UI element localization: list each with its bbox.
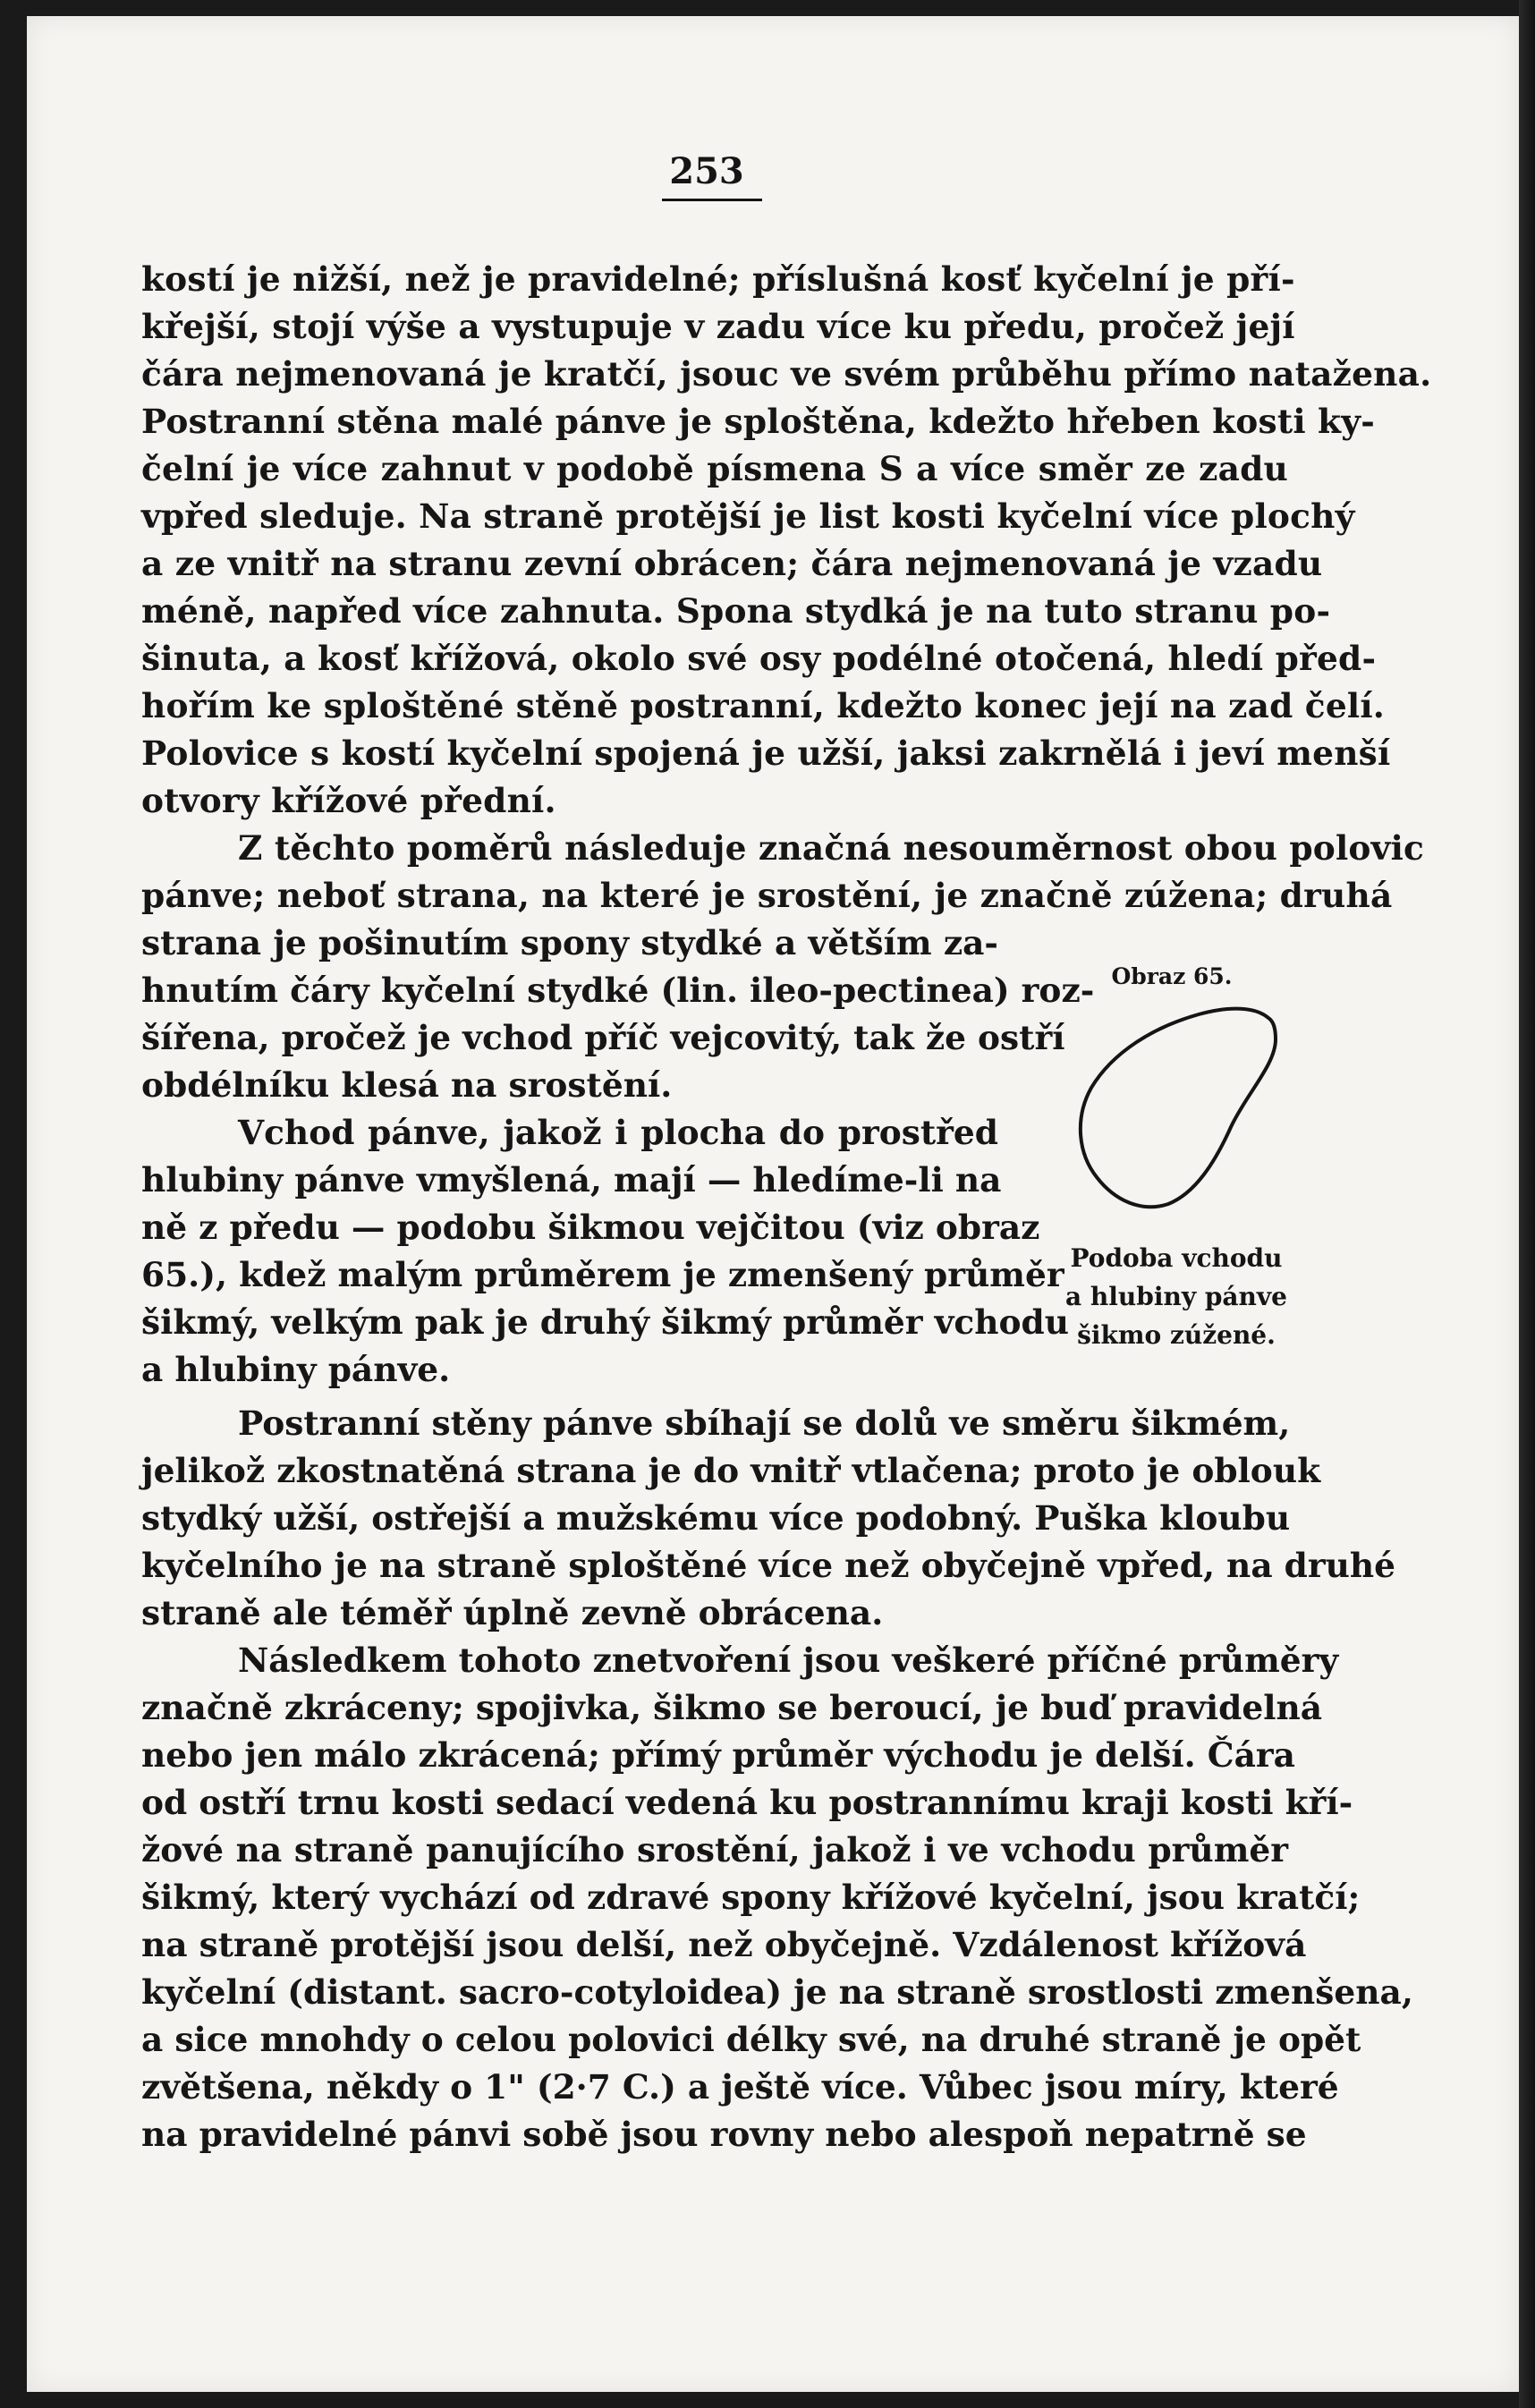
text-line: šikmý, velkým pak je druhý šikmý průměr vchodu	[141, 1302, 1069, 1342]
pelvis-inlet-outline	[1064, 1002, 1288, 1234]
text-line: obdélníku klesá na srostění.	[141, 1065, 673, 1105]
paragraph-4-5	[141, 1400, 1413, 2158]
paragraph-3-narrow	[141, 1109, 1069, 1394]
paragraph-1	[141, 256, 1432, 825]
text-line: nebo jen málo zkrácená; přímý průměr východu je delší. Čára	[141, 1735, 1295, 1775]
text-line: kostí je nižší, než je pravidelné; příslušná kosť kyčelní je pří-	[141, 259, 1295, 299]
figure-label: Obraz 65.	[1111, 963, 1233, 989]
text-line: pánve; neboť strana, na které je srostění, je značně zúžena; druhá	[141, 876, 1393, 915]
paragraph-2-narrow	[141, 920, 1095, 1109]
text-line: hlubiny pánve vmyšlená, mají — hledíme-li na	[141, 1160, 1002, 1200]
text-line: šířena, pročež je vchod příč vejcovitý, tak že ostří	[141, 1018, 1065, 1057]
text-line: zvětšena, někdy o 1" (2·7 C.) a ještě více. Vůbec jsou míry, které	[141, 2067, 1339, 2107]
caption-line: šikmo zúžené.	[1077, 1320, 1276, 1350]
scan-edge	[1519, 0, 1535, 2408]
text-line: kyčelního je na straně sploštěné více než obyčejně vpřed, na druhé	[141, 1546, 1396, 1585]
text-line: a hlubiny pánve.	[141, 1350, 451, 1389]
text-line: žové na straně panujícího srostění, jakož i ve vchodu průměr	[141, 1830, 1288, 1870]
caption-line: a hlubiny pánve	[1065, 1282, 1287, 1311]
text-line: jelikož zkostnatěná strana je do vnitř vtlačena; proto je oblouk	[141, 1451, 1321, 1490]
text-line: kyčelní (distant. sacro-cotyloidea) je na straně srostlosti zmenšena,	[141, 1972, 1413, 2012]
text-line: méně, napřed více zahnuta. Spona stydká je na tuto stranu po-	[141, 591, 1331, 631]
text-line: hnutím čáry kyčelní stydké (lin. ileo-pectinea) roz-	[141, 971, 1095, 1010]
text-line: Vchod pánve, jakož i plocha do prostřed	[238, 1113, 998, 1152]
text-line: strana je pošinutím spony stydké a větším za-	[141, 923, 998, 962]
text-line: a sice mnohdy o celou polovici délky své, na druhé straně je opět	[141, 2020, 1361, 2059]
text-line: od ostří trnu kosti sedací vedená ku postrannímu kraji kosti kří-	[141, 1783, 1353, 1822]
text-line: otvory křížové přední.	[141, 781, 556, 820]
text-line: čára nejmenovaná je kratčí, jsouc ve svém průběhu přímo natažena.	[141, 354, 1432, 394]
page-number-rule	[662, 199, 762, 201]
text-line: a ze vnitř na stranu zevní obrácen; čára nejmenovaná je vzadu	[141, 544, 1323, 583]
text-line: 65.), kdež malým průměrem je zmenšený průměr	[141, 1255, 1064, 1294]
text-line: Postranní stěny pánve sbíhají se dolů ve směru šikmém,	[238, 1403, 1291, 1443]
text-line: Postranní stěna malé pánve je sploštěna, kdežto hřeben kosti ky-	[141, 402, 1375, 441]
text-line: ně z předu — podobu šikmou vejčitou (viz obraz	[141, 1208, 1040, 1247]
text-line: křejší, stojí výše a vystupuje v zadu více ku předu, pročež její	[141, 307, 1295, 346]
text-line: Polovice s kostí kyčelní spojená je užší, jaksi zakrnělá i jeví menší	[141, 733, 1391, 773]
paragraph-2-wide	[141, 825, 1425, 920]
oblique-oval-shape	[1081, 1009, 1276, 1208]
text-line: stydký užší, ostřejší a mužskému více podobný. Puška kloubu	[141, 1498, 1291, 1538]
text-line: šinuta, a kosť křížová, okolo své osy podélné otočená, hledí před-	[141, 639, 1377, 678]
text-line: na pravidelné pánvi sobě jsou rovny nebo alespoň nepatrně se	[141, 2115, 1307, 2154]
figure-caption	[1056, 1239, 1297, 1354]
text-line: na straně protější jsou delší, než obyčejně. Vzdálenost křížová	[141, 1925, 1307, 1964]
figure-65	[1056, 962, 1297, 1382]
text-line: Následkem tohoto znetvoření jsou veškeré příčné průměry	[238, 1641, 1339, 1680]
text-line: hořím ke sploštěné stěně postranní, kdežto konec její na zad čelí.	[141, 686, 1386, 725]
text-line: vpřed sleduje. Na straně protější je list kosti kyčelní více plochý	[141, 496, 1355, 536]
text-line: šikmý, který vychází od zdravé spony křížové kyčelní, jsou kratčí;	[141, 1878, 1361, 1917]
text-line: značně zkráceny; spojivka, šikmo se beroucí, je buď pravidelná	[141, 1688, 1323, 1727]
caption-line: Podoba vchodu	[1070, 1243, 1283, 1273]
text-line: straně ale téměř úplně zevně obrácena.	[141, 1593, 884, 1632]
page-number: 253	[669, 150, 744, 192]
text-line: Z těchto poměrů následuje značná nesouměrnost obou polovic	[238, 828, 1425, 868]
text-line: čelní je více zahnut v podobě písmena S a více směr ze zadu	[141, 449, 1288, 488]
